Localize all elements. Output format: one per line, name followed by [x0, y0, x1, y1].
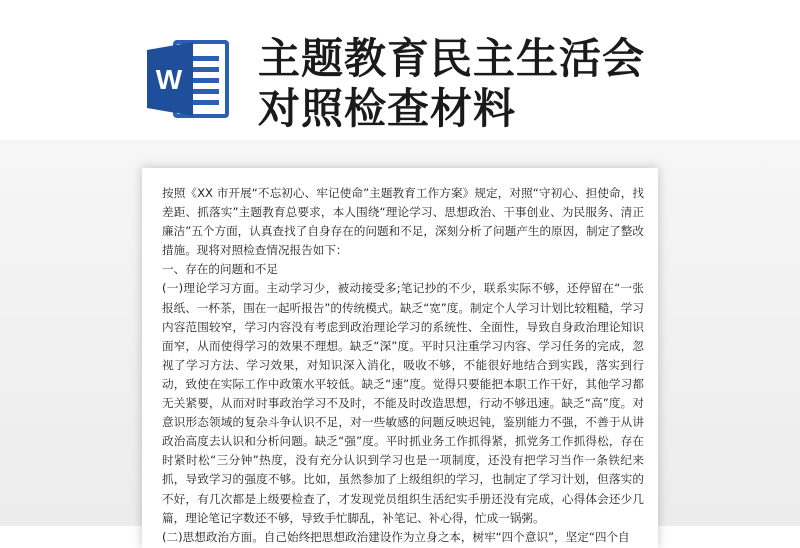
intro-paragraph: 按照《XX 市开展“不忘初心、牢记使命”主题教育工作方案》规定，对照“守初心、担使命，找差距、抓落实”主题教育总要求，本人围绕“理论学习、思想政治、干事创业、为民服务、清正廉洁”五个方面，认真查找了自身存在的问题和不足，深刻分析了问题产生的原因，制定了整改措施。现将对照检查情况报告如下：	[162, 186, 644, 258]
title-line-2: 对照检查材料	[258, 84, 517, 133]
political-thought-paragraph: (二)思想政治方面。自己始终把思想政治建设作为立身之本，树牢“四个意识”，坚定“四个自	[162, 529, 630, 544]
document-title	[258, 34, 778, 134]
word-document-icon	[145, 36, 231, 122]
title-line-1: 主题教育民主生活会	[258, 34, 646, 83]
section-heading: 一、存在的问题和不足	[162, 262, 278, 277]
document-body	[162, 184, 644, 547]
theory-study-paragraph: (一)理论学习方面。主动学习少，被动接受多;笔记抄的不少，联系实际不够，还停留在“一张报纸、一杯茶，围在一起听报告”的传统模式。缺乏“宽”度。制定个人学习计划比较粗糙，学习内容范围较窄，学习内容没有考虑到政治理论学习的系统性、全面性，导致自身政治理论知识面窄，从而使得学习的效果不理想。缺乏“深”度。平时只注重学习内容、学习任务的完成，忽视了学习方法、学习效果，对知识深入消化，吸收不够，不能很好地结合到实践，落实到行动，致使在实际工作中政策水平较低。缺乏“速”度。觉得只要能把本职工作干好，其他学习都无关紧要，从而对时事政治学习不及时，不能及时改造思想，行动不够迅速。缺乏“高”度。对意识形态领域的复杂斗争认识不足，对一些敏感的问题反映迟钝，鉴别能力不强，不善于从讲政治高度去认识和分析问题。缺乏“强”度。平时抓业务工作抓得紧，抓党务工作抓得松，存在时紧时松“三分钟”热度，没有充分认识到学习也是一项制度，还没有把学习当作一条铁纪来抓，导致学习的强度不够。比如，虽然参加了上级组织的学习，也制定了学习计划，但落实的不好，有几次都是上级要检查了，才发现党员组织生活纪实手册还没有完成，心得体会还少几篇，理论笔记字数还不够，导致手忙脚乱，补笔记、补心得，忙成一锅粥。	[162, 281, 644, 525]
word-icon-letter: W	[155, 64, 183, 95]
document-page-preview	[142, 168, 658, 548]
